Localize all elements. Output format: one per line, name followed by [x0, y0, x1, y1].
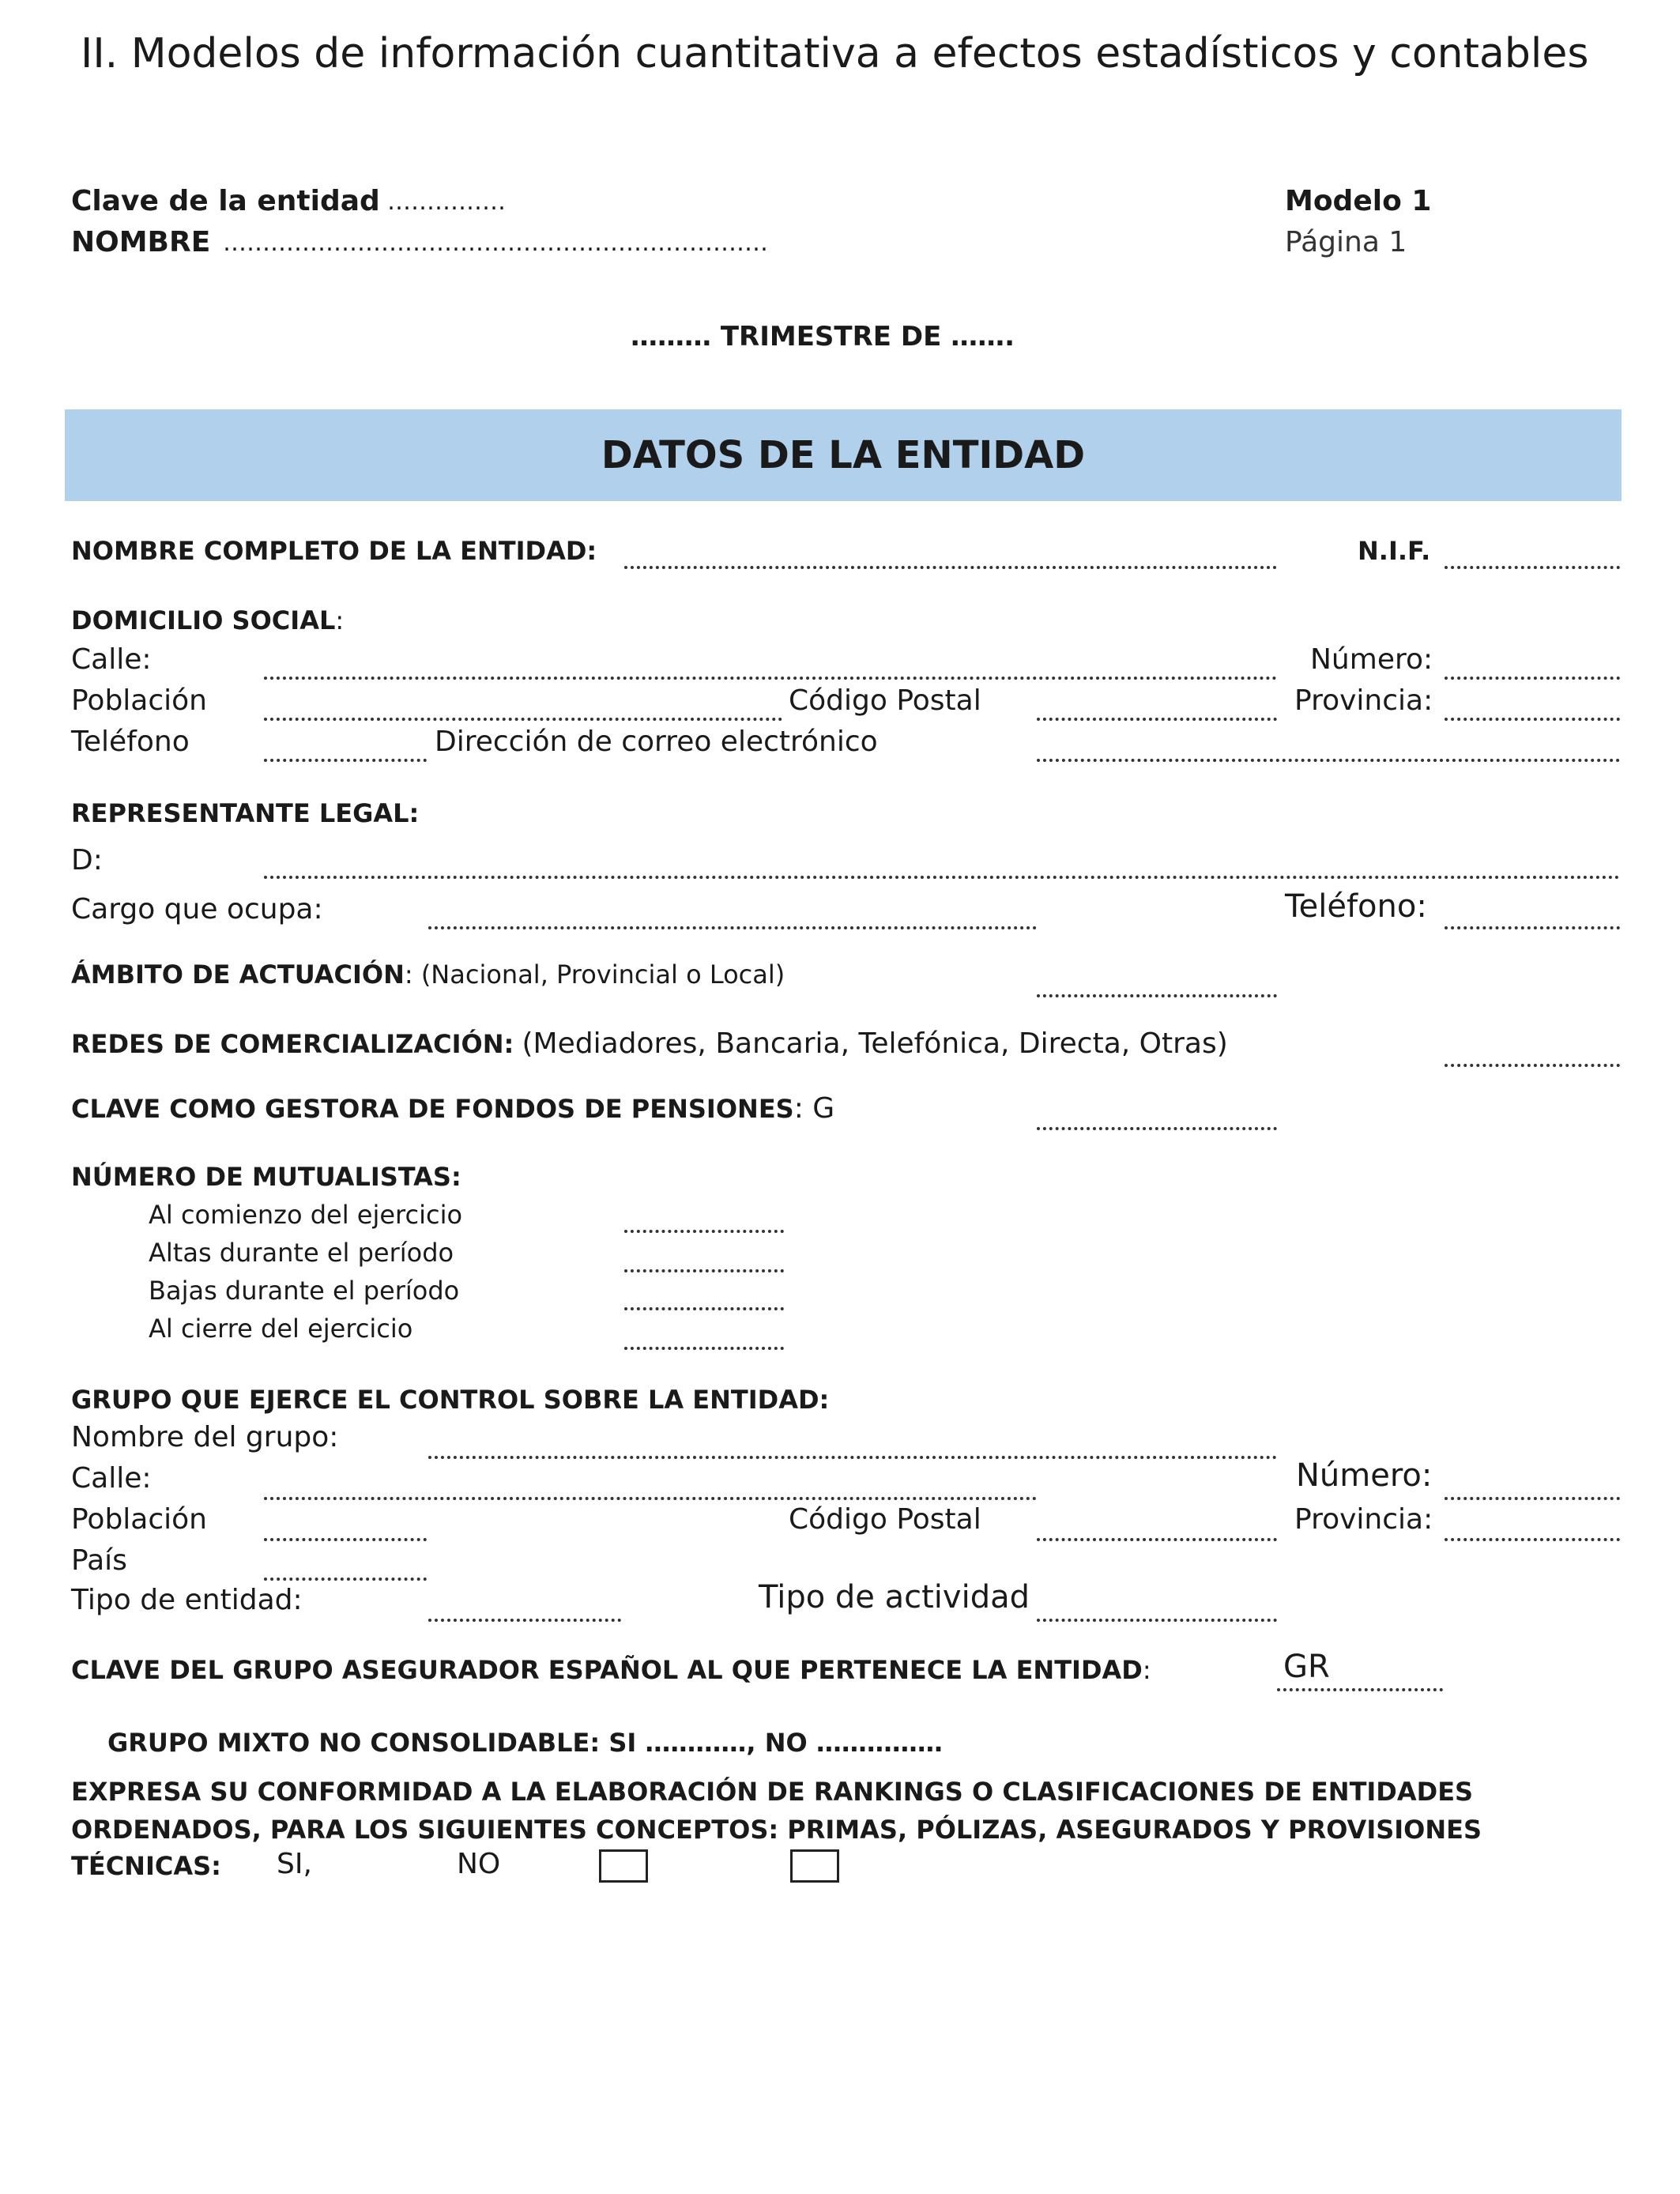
grupo-codigo-postal-label: Código Postal: [789, 1503, 981, 1536]
clave-grupo-heading: CLAVE DEL GRUPO ASEGURADOR ESPAÑOL AL QUE PERTENECE LA ENTIDAD: [71, 1655, 1143, 1685]
telefono-field[interactable]: [264, 759, 427, 762]
rankings-line-2: ORDENADOS, PARA LOS SIGUIENTES CONCEPTOS: PRIMAS, PÓLIZAS, ASEGURADOS Y PROVISIONES: [71, 1815, 1482, 1845]
rankings-si-checkbox[interactable]: [599, 1849, 648, 1883]
gestora-detail: : G: [793, 1092, 835, 1125]
domicilio-heading-colon: :: [335, 605, 345, 635]
nif-field[interactable]: [1445, 566, 1620, 569]
ambito-heading: ÁMBITO DE ACTUACIÓN: [71, 959, 405, 990]
clave-entidad-dots: ……………: [387, 188, 506, 216]
pagina-label: Página 1: [1285, 226, 1407, 258]
trimestre-line: ……… TRIMESTRE DE …….: [631, 321, 1015, 352]
email-label: Dirección de correo electrónico: [435, 726, 878, 758]
mutualistas-cierre-field[interactable]: [624, 1347, 784, 1350]
mutualistas-altas-field[interactable]: [624, 1269, 784, 1272]
gestora-row: [71, 1092, 834, 1125]
grupo-tipo-entidad-label: Tipo de entidad:: [71, 1584, 303, 1616]
grupo-pais-field[interactable]: [264, 1578, 427, 1581]
codigo-postal-field[interactable]: [1037, 718, 1277, 721]
cargo-field[interactable]: [428, 926, 1037, 929]
nombre-completo-label: NOMBRE COMPLETO DE LA ENTIDAD:: [71, 536, 597, 566]
mutualistas-item-altas: Altas durante el período: [149, 1238, 454, 1268]
gestora-heading: CLAVE COMO GESTORA DE FONDOS DE PENSIONES: [71, 1094, 794, 1124]
nombre-dots: ……………………………………………………………: [223, 229, 768, 257]
nombre-completo-field[interactable]: [624, 566, 1277, 569]
redes-detail: (Mediadores, Bancaria, Telefónica, Directa, Otras): [522, 1027, 1228, 1060]
mutualistas-comienzo-field[interactable]: [624, 1230, 784, 1233]
mutualistas-item-cierre: Al cierre del ejercicio: [149, 1314, 413, 1344]
grupo-numero-field[interactable]: [1445, 1497, 1620, 1500]
grupo-tipo-entidad-field[interactable]: [428, 1619, 621, 1622]
grupo-numero-label: Número:: [1296, 1457, 1433, 1494]
rankings-line-3: TÉCNICAS:: [71, 1851, 221, 1881]
modelo-label: Modelo 1: [1285, 185, 1432, 217]
document-title: II. Modelos de información cuantitativa a efectos estadísticos y contables: [81, 30, 1589, 77]
provincia-field[interactable]: [1445, 718, 1620, 721]
rankings-no-checkbox[interactable]: [790, 1849, 839, 1883]
provincia-label: Provincia:: [1294, 684, 1433, 717]
representante-d-label: D:: [71, 844, 103, 876]
section-banner: [65, 409, 1622, 501]
grupo-nombre-label: Nombre del grupo:: [71, 1421, 339, 1453]
mutualistas-item-bajas: Bajas durante el período: [149, 1276, 460, 1306]
representante-telefono-field[interactable]: [1445, 926, 1620, 929]
nombre-label: NOMBRE: [71, 226, 211, 258]
redes-row: [71, 1027, 1228, 1060]
rankings-line-1: EXPRESA SU CONFORMIDAD A LA ELABORACIÓN DE RANKINGS O CLASIFICACIONES DE ENTIDADES: [71, 1777, 1474, 1807]
nif-label: N.I.F.: [1358, 536, 1431, 566]
mutualistas-item-comienzo: Al comienzo del ejercicio: [149, 1200, 463, 1230]
banner-title: DATOS DE LA ENTIDAD: [601, 433, 1086, 477]
rankings-no-label: NO: [457, 1848, 501, 1880]
grupo-provincia-field[interactable]: [1445, 1538, 1620, 1541]
ambito-field[interactable]: [1037, 994, 1277, 997]
representante-heading: REPRESENTANTE LEGAL:: [71, 798, 420, 828]
grupo-heading: GRUPO QUE EJERCE EL CONTROL SOBRE LA ENTIDAD:: [71, 1385, 830, 1415]
grupo-provincia-label: Provincia:: [1294, 1503, 1433, 1536]
email-field[interactable]: [1037, 759, 1620, 762]
rankings-si-label: SI,: [277, 1848, 312, 1880]
calle-field[interactable]: [264, 677, 1277, 680]
ambito-row: [71, 959, 785, 990]
numero-label: Número:: [1310, 643, 1433, 676]
mutualistas-bajas-field[interactable]: [624, 1307, 784, 1310]
grupo-poblacion-label: Población: [71, 1503, 208, 1536]
grupo-tipo-actividad-field[interactable]: [1037, 1619, 1277, 1622]
grupo-mixto-line: GRUPO MIXTO NO CONSOLIDABLE: SI …………, NO ……………: [107, 1728, 943, 1758]
calle-label: Calle:: [71, 643, 152, 676]
telefono-label: Teléfono: [71, 726, 190, 758]
grupo-poblacion-field[interactable]: [264, 1538, 427, 1541]
redes-field[interactable]: [1445, 1064, 1620, 1067]
grupo-nombre-field[interactable]: [428, 1456, 1277, 1459]
poblacion-field[interactable]: [264, 718, 782, 721]
representante-telefono-label: Teléfono:: [1285, 888, 1427, 925]
grupo-calle-field[interactable]: [264, 1497, 1037, 1500]
grupo-tipo-actividad-label: Tipo de actividad: [759, 1579, 1030, 1615]
numero-field[interactable]: [1445, 677, 1620, 680]
cargo-label: Cargo que ocupa:: [71, 893, 323, 925]
domicilio-heading: [71, 605, 344, 635]
clave-grupo-prefix: GR: [1283, 1649, 1330, 1685]
redes-heading: REDES DE COMERCIALIZACIÓN:: [71, 1029, 514, 1059]
gestora-field[interactable]: [1037, 1127, 1277, 1130]
codigo-postal-label: Código Postal: [789, 684, 981, 717]
representante-d-field[interactable]: [264, 876, 1620, 879]
domicilio-heading-text: DOMICILIO SOCIAL: [71, 605, 336, 635]
clave-grupo-field[interactable]: [1277, 1688, 1443, 1691]
clave-grupo-row: [71, 1655, 1151, 1685]
poblacion-label: Población: [71, 684, 208, 717]
clave-grupo-colon: :: [1142, 1655, 1151, 1685]
clave-entidad-label: Clave de la entidad: [71, 185, 380, 217]
ambito-detail: : (Nacional, Provincial o Local): [404, 959, 785, 990]
grupo-codigo-postal-field[interactable]: [1037, 1538, 1277, 1541]
grupo-calle-label: Calle:: [71, 1462, 152, 1495]
mutualistas-heading: NÚMERO DE MUTUALISTAS:: [71, 1162, 461, 1192]
grupo-pais-label: País: [71, 1544, 127, 1577]
